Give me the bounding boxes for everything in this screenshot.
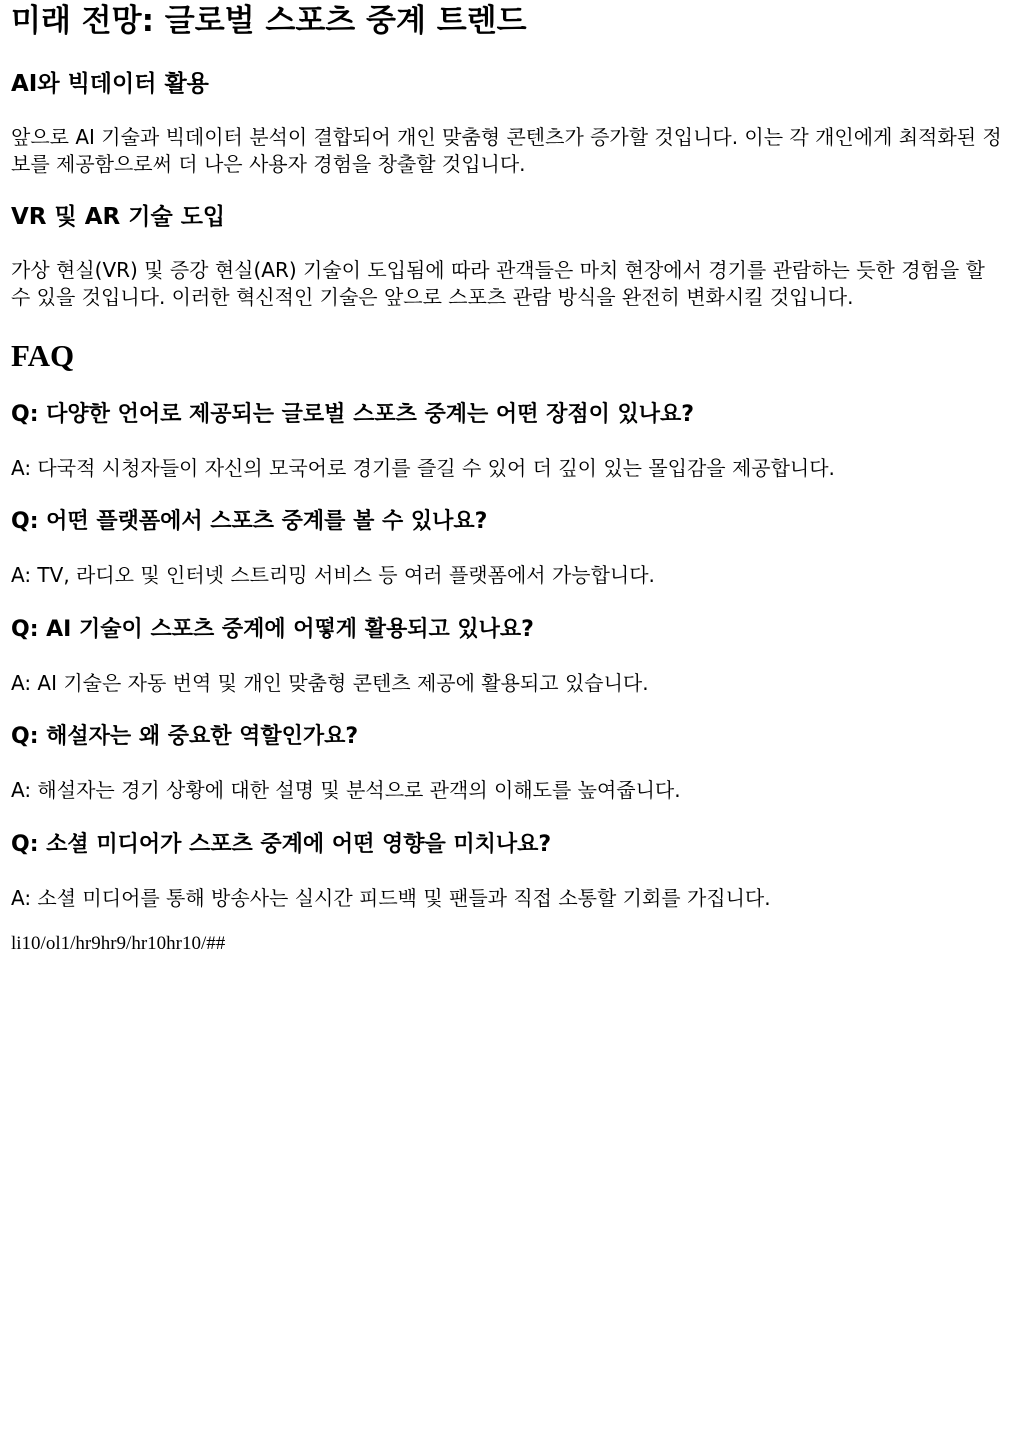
faq-answer: A: 다국적 시청자들이 자신의 모국어로 경기를 즐길 수 있어 더 깊이 있는 몰입감을 제공합니다. [11,456,835,480]
faq-heading: FAQ [11,338,75,373]
faq-question: Q: AI 기술이 스포츠 중계에 어떻게 활용되고 있나요? [11,617,534,642]
faq-answer: A: AI 기술은 자동 번역 및 개인 맞춤형 콘텐츠 제공에 활용되고 있습니다. [11,671,649,695]
faq-question: Q: 소셜 미디어가 스포츠 중계에 어떤 영향을 미치나요? [11,832,552,857]
faq-answer: A: 해설자는 경기 상황에 대한 설명 및 분석으로 관객의 이해도를 높여줍니다. [11,778,681,802]
faq-question: Q: 해설자는 왜 중요한 역할인가요? [11,724,359,749]
faq-answer: A: TV, 라디오 및 인터넷 스트리밍 서비스 등 여러 플랫폼에서 가능합니다. [11,563,655,587]
faq-question: Q: 어떤 플랫폼에서 스포츠 중계를 볼 수 있나요? [11,509,488,534]
faq-question: Q: 다양한 언어로 제공되는 글로벌 스포츠 중계는 어떤 장점이 있나요? [11,402,695,427]
section-heading-ai-bigdata: AI와 빅데이터 활용 [11,71,209,97]
section-heading-vr-ar: VR 및 AR 기술 도입 [11,204,226,230]
faq-answer: A: 소셜 미디어를 통해 방송사는 실시간 피드백 및 팬들과 직접 소통할 기회를 가집니다. [11,886,771,910]
page-title: 미래 전망: 글로벌 스포츠 중계 트렌드 [11,3,527,39]
footer-text: li10/ol1/hr9hr9/hr10hr10/## [11,933,226,954]
section-body-ai-bigdata: 앞으로 AI 기술과 빅데이터 분석이 결합되어 개인 맞춤형 콘텐츠가 증가할 것입니다. 이는 각 개인에게 최적화된 정보를 제공함으로써 더 나은 사용자 경험을 창출할 것입니다. [11,125,1002,176]
section-body-vr-ar: 가상 현실(VR) 및 증강 현실(AR) 기술이 도입됨에 따라 관객들은 마치 현장에서 경기를 관람하는 듯한 경험을 할 수 있을 것입니다. 이러한 혁신적인 기술은 앞으로 스포츠 관람 방식을 완전히 변화시킬 것입니다. [11,258,985,309]
